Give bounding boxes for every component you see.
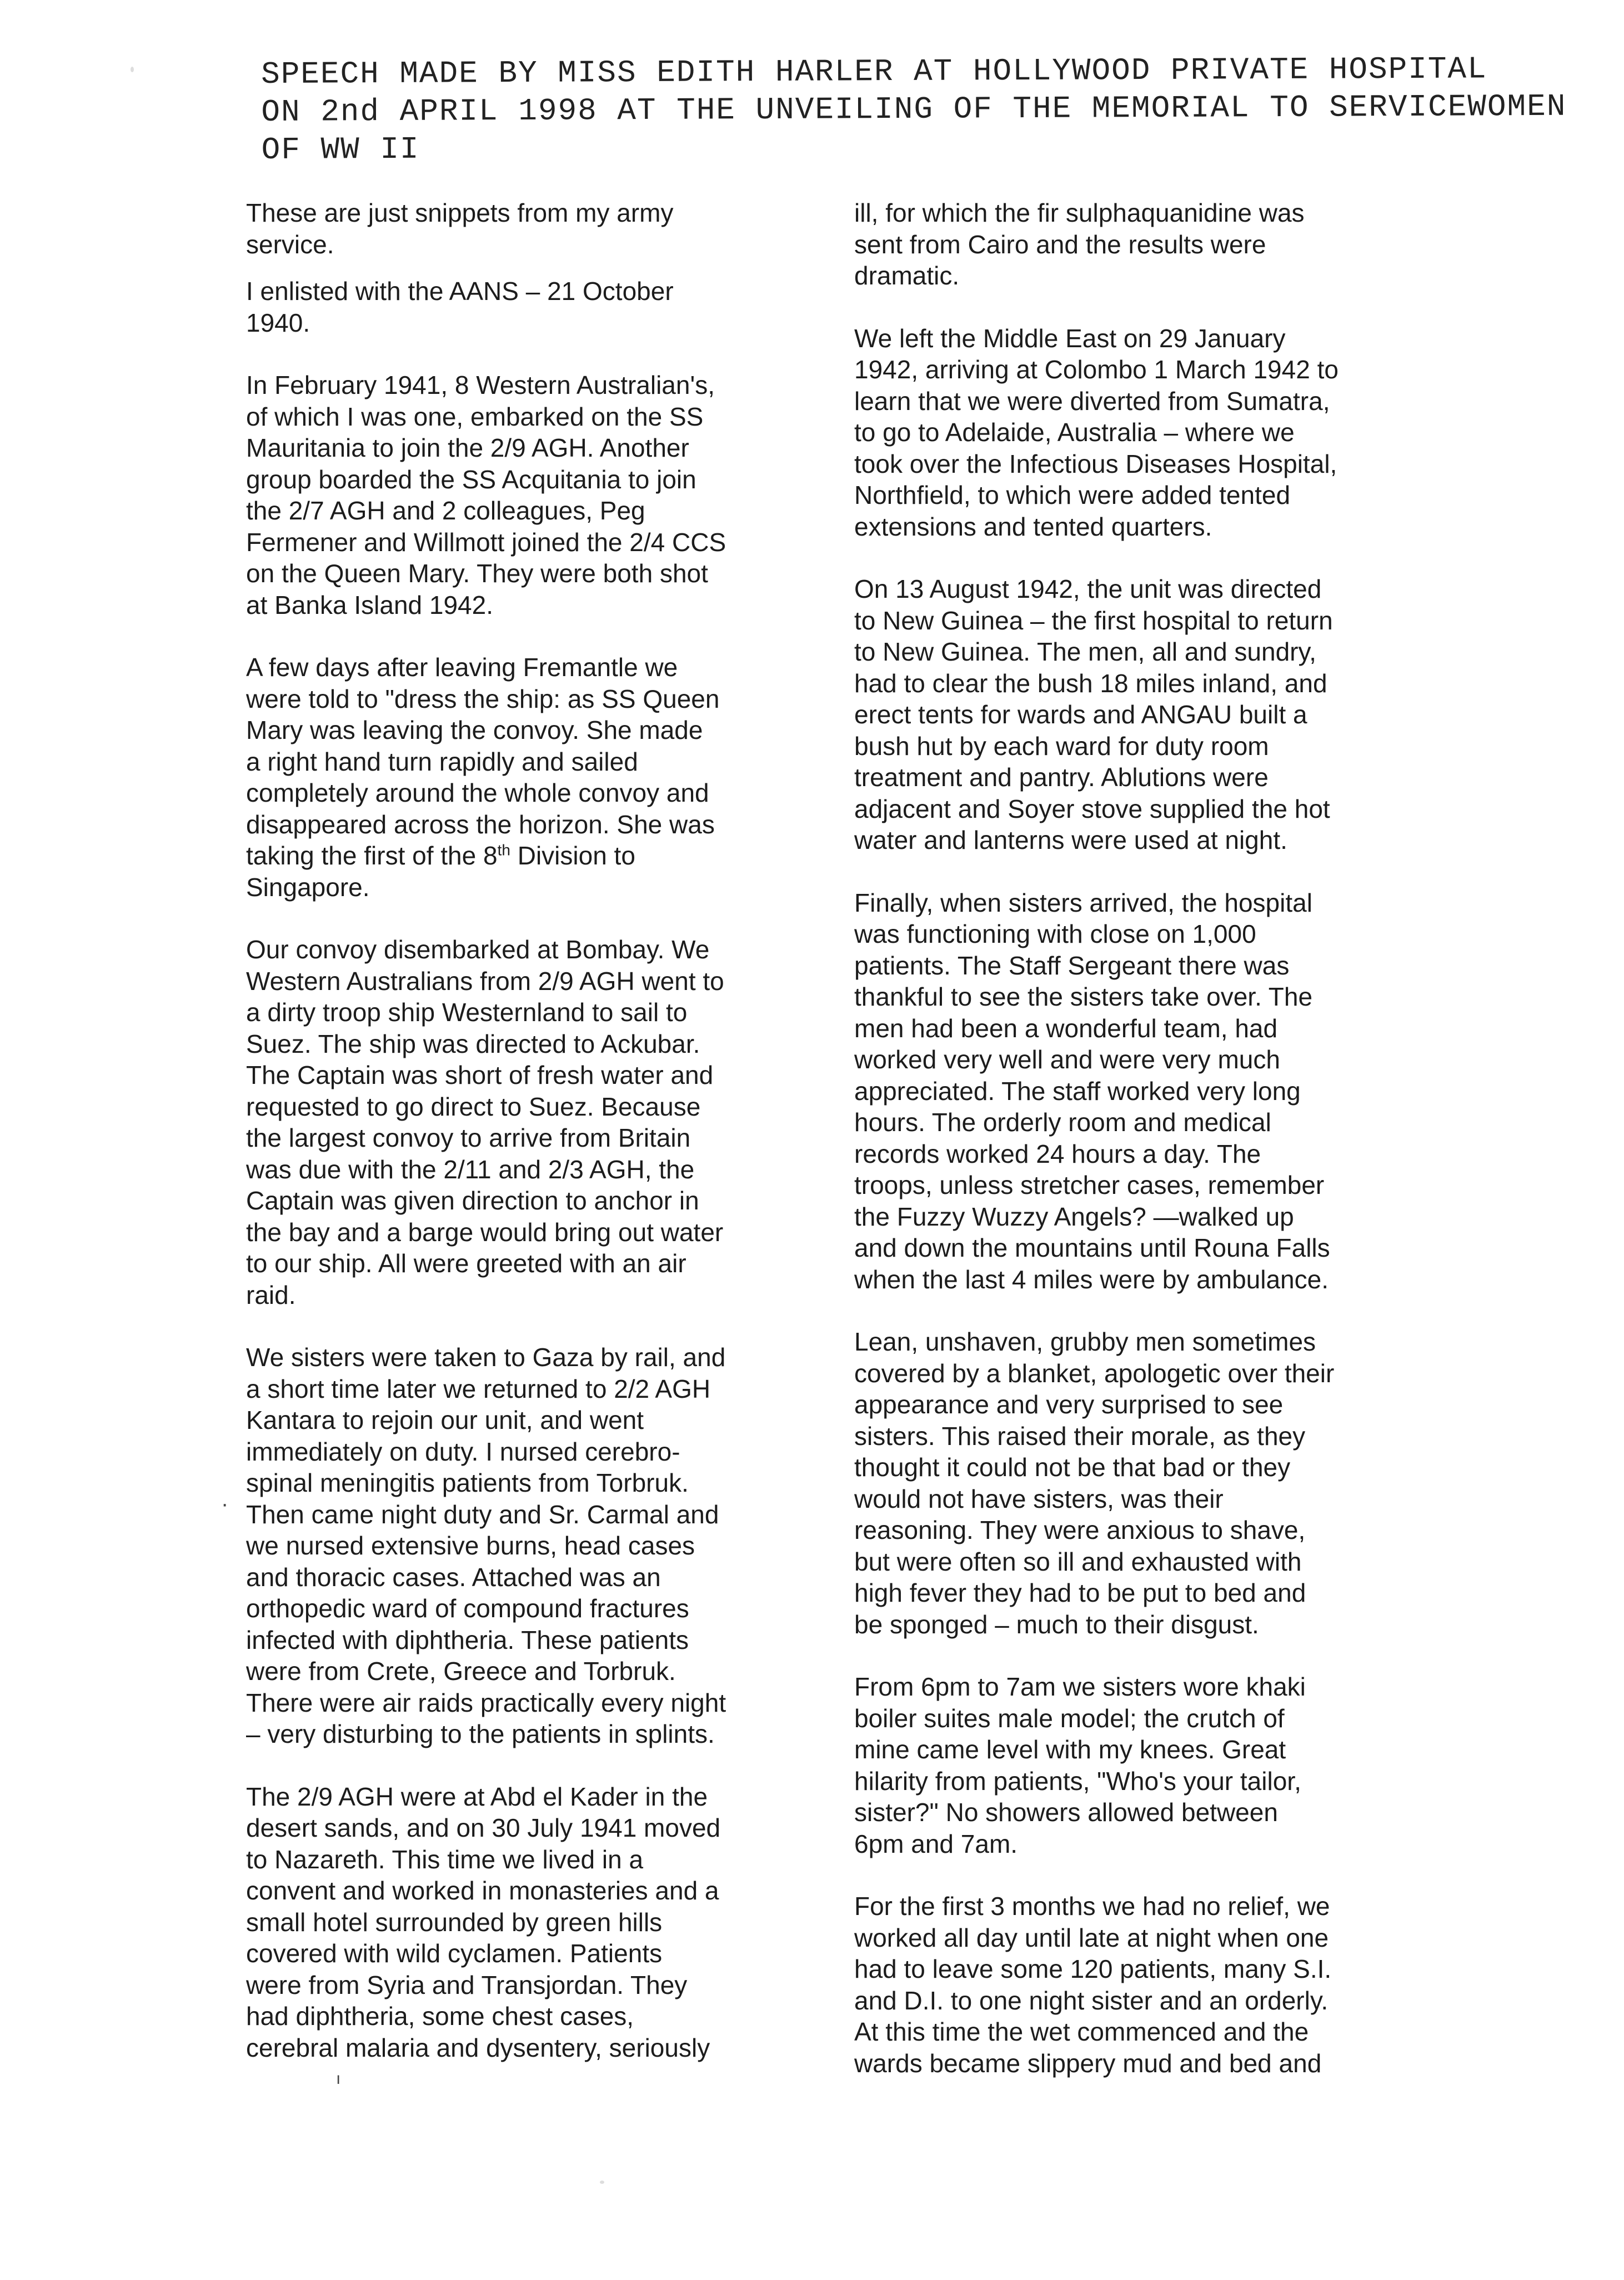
paragraph-text: A few days after leaving Fremantle we were told to "dress the ship: as SS Queen Mary was leaving the convoy. She made a right hand turn rapidly and sailed completely around the whole convoy and disappeared across the horizon. She was taking the first of the 8 — [246, 653, 720, 870]
title-line-1: SPEECH MADE BY MISS EDITH HARLER AT HOLLYWOOD PRIVATE HOSPITAL — [261, 51, 1487, 92]
paragraph: From 6pm to 7am we sisters wore khaki boiler suites male model; the crutch of mine came level with my knees. Great hilarity from patients, "Who's your tailor, sister?" No showers allowed between 6pm and 7am. — [854, 1672, 1306, 1858]
paragraph-division — [246, 652, 746, 903]
title-line-3: OF WW II — [261, 131, 420, 168]
paragraph: For the first 3 months we had no relief, we worked all day until late at night when one had to leave some 120 patients, many S.I. and D.I. to one night sister and an orderly. At this time the wet commenced and the wards became slippery mud and bed and — [854, 1892, 1332, 2078]
paragraph: These are just snippets from my army service. — [246, 198, 674, 259]
paragraph: The 2/9 AGH were at Abd el Kader in the desert sands, and on 30 July 1941 moved to Nazareth. This time we lived in a convent and worked in monasteries and a small hotel surrounded by green hills covered with wild cyclamen. Patients were from Syria and Transjordan. They had diphtheria, some chest cases, cerebral malaria and dysentery, seriously — [246, 1782, 721, 2062]
scan-speck — [600, 2181, 604, 2184]
superscript: th — [497, 841, 510, 859]
paragraph: Our convoy disembarked at Bombay. We Western Australians from 2/9 AGH went to a dirty troop ship Westernland to sail to Suez. The ship was directed to Ackubar. The Captain was short of fresh water and requested to go direct to Suez. Because the largest convoy to arrive from Britain was due with the 2/11 and 2/3 AGH, the Captain was given direction to anchor in the bay and a barge would bring out water to our ship. All were greeted with an air raid. — [246, 935, 724, 1309]
paragraph: On 13 August 1942, the unit was directed to New Guinea – the first hospital to return to New Guinea. The men, all and sundry, had to clear the bush 18 miles inland, and erect tents for wards and ANGAU built a bush hut by each ward for duty room treatment and pantry. Ablutions were adjacent and Soyer stove supplied the hot water and lanterns were used at night. — [854, 574, 1333, 854]
scan-speck — [131, 67, 134, 72]
title-line-2: ON 2nd APRIL 1998 AT THE UNVEILING OF THE MEMORIAL TO SERVICEWOMEN — [261, 88, 1567, 130]
paragraph: In February 1941, 8 Western Australian's, of which I was one, embarked on the SS Mauritania to join the 2/9 AGH. Another group boarded the SS Acquitania to join the 2/7 AGH and 2 colleagues, Peg Fermener and Willmott joined the 2/4 CCS on the Queen Mary. They were both shot at Banka Island 1942. — [246, 371, 726, 619]
paragraph: Lean, unshaven, grubby men sometimes covered by a blanket, apologetic over their appearance and very surprised to see sisters. This raised their morale, as they thought it could not be that bad or they would not have sisters, was their reasoning. They were anxious to shave, but were often so ill and exhausted with high fever they had to be put to bed and be sponged – much to their disgust. — [854, 1327, 1335, 1639]
paragraph: I enlisted with the AANS – 21 October 1940. — [246, 277, 674, 337]
paragraph: We left the Middle East on 29 January 1942, arriving at Colombo 1 March 1942 to learn that we were diverted from Sumatra, to go to Adelaide, Australia – where we took over the Infectious Diseases Hospital, Northfield, to which were added tented extensions and tented quarters. — [854, 323, 1339, 541]
left-column — [246, 197, 746, 2094]
stray-mark: ı — [336, 2069, 341, 2088]
paragraph: We sisters were taken to Gaza by rail, and a short time later we returned to 2/2 AGH Kantara to rejoin our unit, and went immediately on duty. I nursed cerebro- spinal meningitis patients from Torbruk. Then came night duty and Sr. Carmal and we nursed extensive burns, head cases and thoracic cases. Attached was an orthopedic ward of compound fractures infected with diphtheria. These patients were from Crete, Greece and Torbruk. There were air raids practically every night – very disturbing to the patients in splints. — [246, 1343, 726, 1748]
right-column — [854, 197, 1410, 2110]
paragraph-text-tail: Division to Singapore. — [246, 841, 635, 902]
stray-mark: · — [221, 1492, 229, 1516]
paragraph: ill, for which the fir sulphaquanidine was sent from Cairo and the results were dramatic. — [854, 198, 1305, 290]
paragraph: Finally, when sisters arrived, the hospital was functioning with close on 1,000 patients. The Staff Sergeant there was thankful to see the sisters take over. The men had been a wonderful team, had worked very well and were very much appreciated. The staff worked very long hours. The orderly room and medical records worked 24 hours a day. The troops, unless stretcher cases, remember the Fuzzy Wuzzy Angels? —walked up and down the mountains until Rouna Falls when the last 4 miles were by ambulance. — [854, 888, 1330, 1294]
speech-title — [261, 50, 1583, 169]
